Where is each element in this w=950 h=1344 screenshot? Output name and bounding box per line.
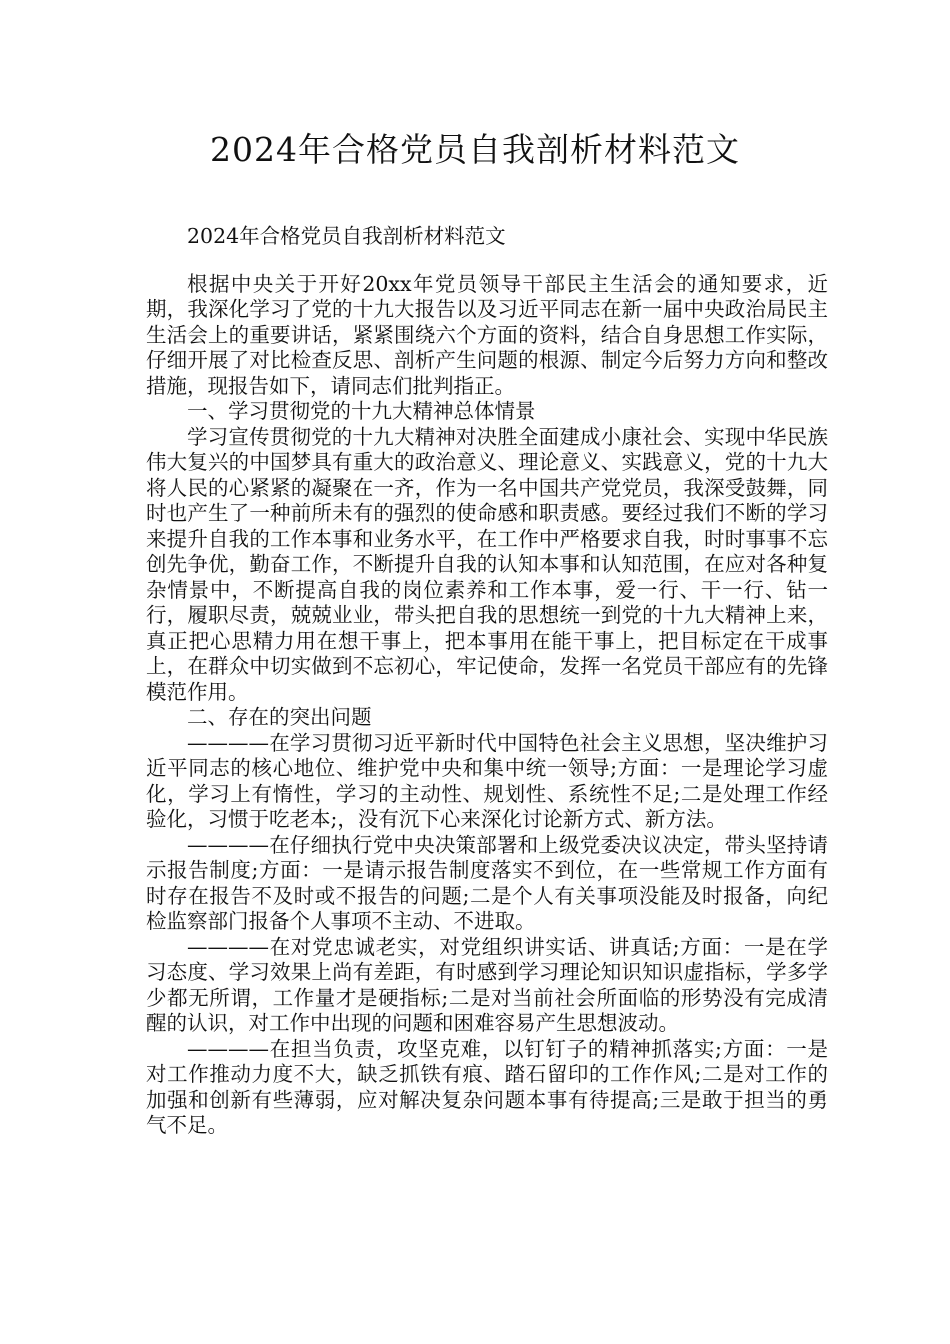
section-1-paragraph: 学习宣传贯彻党的十九大精神对决胜全面建成小康社会、实现中华民族伟大复兴的中国梦具有重大的政治意义、理论意义、实践意义，党的十九大将人民的心紧紧的凝聚在一齐，作为一名中国共产党党员，我深受鼓舞，同时也产生了一种前所未有的强烈的使命感和职责感。要经过我们不断的学习来提升自我的工作本事和业务水平，在工作中严格要求自我，时时事事不忘创先争优，勤奋工作，不断提升自我的认知本事和认知范围，在应对各种复杂情景中，不断提高自我的岗位素养和工作本事，爱一行、干一行、钻一行，履职尽责，兢兢业业，带头把自我的思想统一到党的十九大精神上来，真正把心思精力用在想干事上，把本事用在能干事上，把目标定在干成事上，在群众中切实做到不忘初心，牢记使命，发挥一名党员干部应有的先锋模范作用。 xyxy=(146,424,828,704)
problem-paragraph-3: ————在对党忠诚老实，对党组织讲实话、讲真话;方面：一是在学习态度、学习效果上尚有差距，有时感到学习理论知识知识虚指标，学多学少都无所谓，工作量才是硬指标;二是对当前社会所面临的形势没有完成清醒的认识，对工作中出现的问题和困难容易产生思想波动。 xyxy=(146,934,828,1035)
intro-paragraph: 根据中央关于开好20xx年党员领导干部民主生活会的通知要求，近期，我深化学习了党的十九大报告以及习近平同志在新一届中央政治局民主生活会上的重要讲话，紧紧围绕六个方面的资料，结合自身思想工作实际，仔细开展了对比检查反思、剖析产生问题的根源、制定今后努力方向和整改措施，现报告如下，请同志们批判指正。 xyxy=(146,271,828,398)
problem-paragraph-4: ————在担当负责，攻坚克难，以钉钉子的精神抓落实;方面：一是对工作推动力度不大，缺乏抓铁有痕、踏石留印的工作作风;二是对工作的加强和创新有些薄弱，应对解决复杂问题本事有待提高;三是敢于担当的勇气不足。 xyxy=(146,1036,828,1137)
document-title: 2024年合格党员自我剖析材料范文 xyxy=(210,130,740,169)
section-heading-2: 二、存在的突出问题 xyxy=(187,705,372,729)
section-heading-1: 一、学习贯彻党的十九大精神总体情景 xyxy=(187,399,536,423)
problem-paragraph-1: ————在学习贯彻习近平新时代中国特色社会主义思想，坚决维护习近平同志的核心地位、维护党中央和集中统一领导;方面：一是理论学习虚化，学习上有惰性，学习的主动性、规划性、系统性不足;二是处理工作经验化，习惯于吃老本;，没有沉下心来深化讨论新方式、新方法。 xyxy=(146,730,828,831)
problem-paragraph-2: ————在仔细执行党中央决策部署和上级党委决议决定，带头坚持请示报告制度;方面：一是请示报告制度落实不到位，在一些常规工作方面有时存在报告不及时或不报告的问题;二是个人有关事项没能及时报备，向纪检监察部门报备个人事项不主动、不进取。 xyxy=(146,832,828,933)
document-subtitle: 2024年合格党员自我剖析材料范文 xyxy=(187,224,506,248)
document-body xyxy=(146,224,828,1139)
